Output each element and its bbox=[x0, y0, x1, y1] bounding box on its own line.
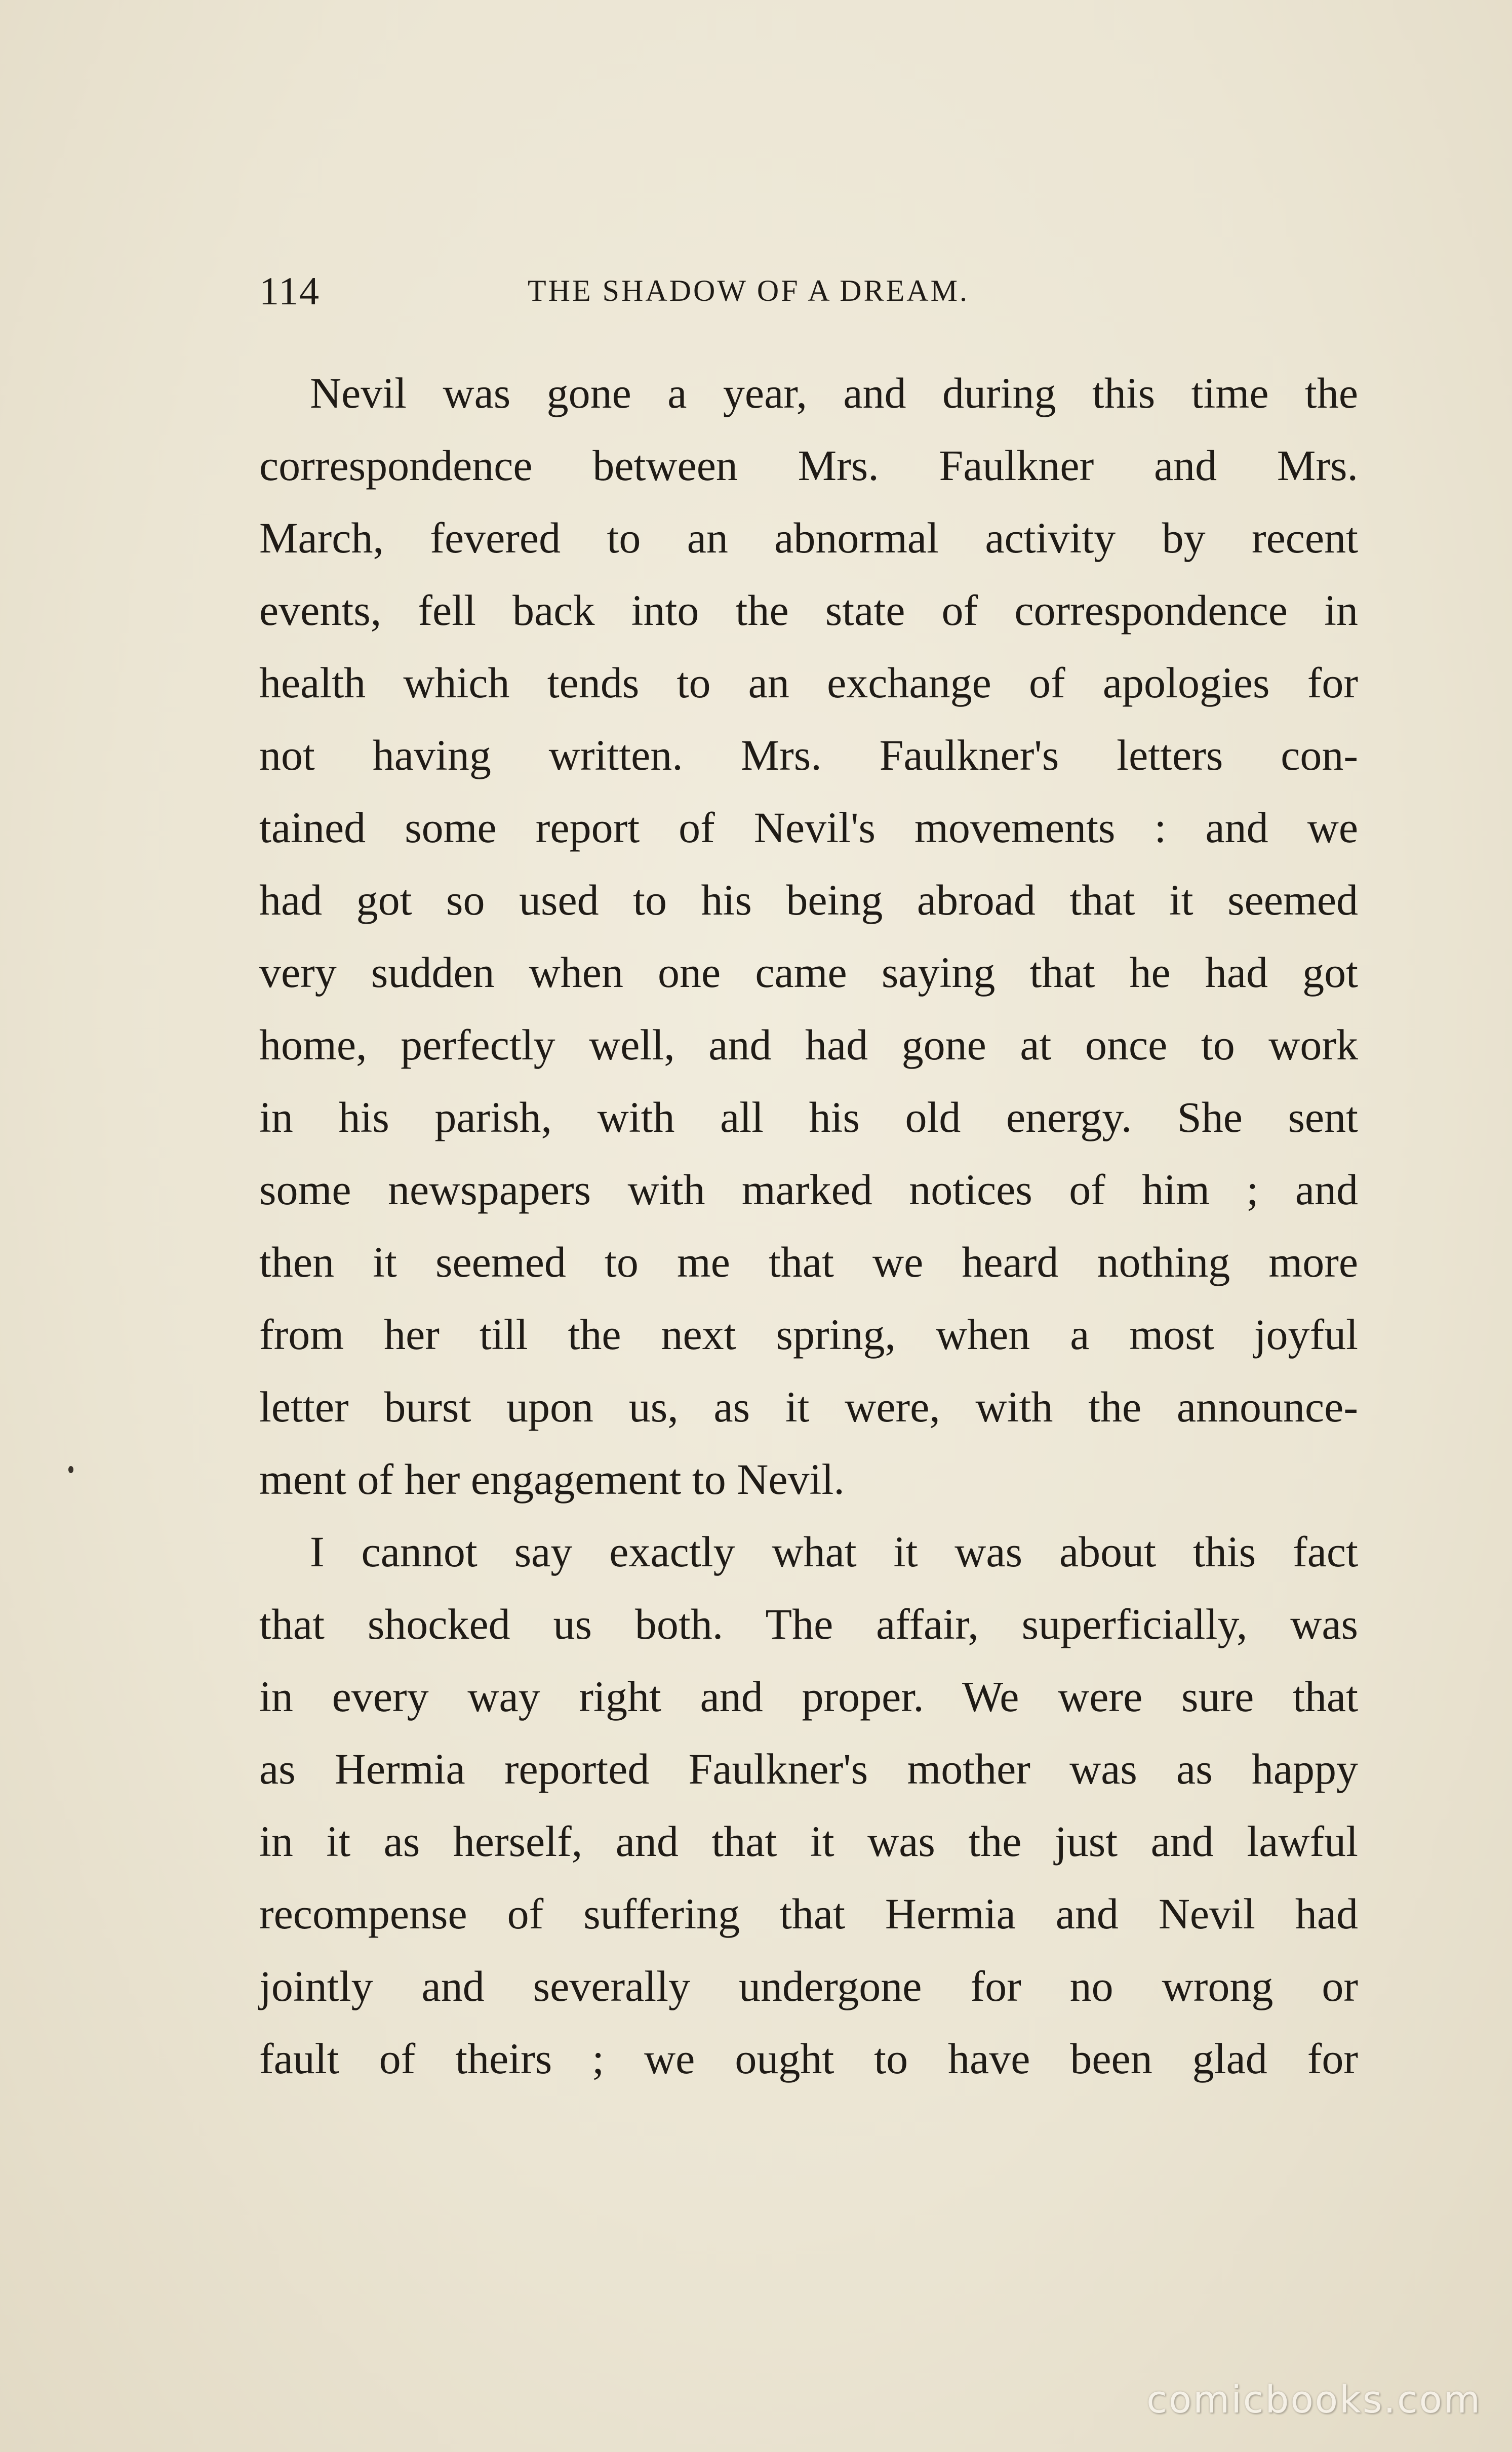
text-line: from her till the next spring, when a most joyful bbox=[259, 1310, 1358, 1359]
text-line: home, perfectly well, and had gone at once to work bbox=[259, 1020, 1358, 1069]
running-title: THE SHADOW OF A DREAM. bbox=[528, 274, 969, 307]
paragraph-1 bbox=[259, 357, 1358, 1516]
text-line: that shocked us both. The affair, superficially, was bbox=[259, 1600, 1358, 1648]
ink-speck bbox=[68, 1466, 73, 1473]
text-line: recompense of suffering that Hermia and Nevil had bbox=[259, 1889, 1358, 1938]
text-line: March, fevered to an abnormal activity by recent bbox=[259, 513, 1358, 562]
text-line: some newspapers with marked notices of him ; and bbox=[259, 1165, 1358, 1214]
text-line: in his parish, with all his old energy. She sent bbox=[259, 1093, 1358, 1141]
text-line: in every way right and proper. We were sure that bbox=[259, 1672, 1358, 1721]
text-line: had got so used to his being abroad that it seemed bbox=[259, 876, 1358, 924]
text-line: fault of theirs ; we ought to have been glad for bbox=[259, 2034, 1358, 2083]
text-line: then it seemed to me that we heard nothing more bbox=[259, 1238, 1358, 1286]
text-line: Nevil was gone a year, and during this time the bbox=[310, 369, 1358, 417]
body-text bbox=[259, 357, 1358, 2095]
text-line: health which tends to an exchange of apologies for bbox=[259, 658, 1358, 707]
text-line: correspondence between Mrs. Faulkner and Mrs. bbox=[259, 441, 1358, 490]
text-line: I cannot say exactly what it was about this fact bbox=[310, 1527, 1358, 1576]
running-head bbox=[259, 268, 1358, 314]
text-line: jointly and severally undergone for no wrong or bbox=[259, 1962, 1358, 2010]
paragraph-2 bbox=[259, 1516, 1358, 2095]
text-line: tained some report of Nevil's movements : and we bbox=[259, 803, 1358, 852]
text-line: letter burst upon us, as it were, with the announce- bbox=[259, 1382, 1358, 1431]
text-line: ment of her engagement to Nevil. bbox=[259, 1455, 845, 1504]
watermark: comicbooks.com bbox=[1146, 2378, 1482, 2422]
text-line: events, fell back into the state of correspondence in bbox=[259, 586, 1358, 635]
text-line: very sudden when one came saying that he had got bbox=[259, 948, 1358, 997]
page-number: 114 bbox=[259, 269, 321, 313]
text-line: in it as herself, and that it was the just and lawful bbox=[259, 1817, 1358, 1866]
text-line: as Hermia reported Faulkner's mother was as happy bbox=[259, 1745, 1358, 1793]
text-line: not having written. Mrs. Faulkner's letters con- bbox=[259, 731, 1358, 779]
